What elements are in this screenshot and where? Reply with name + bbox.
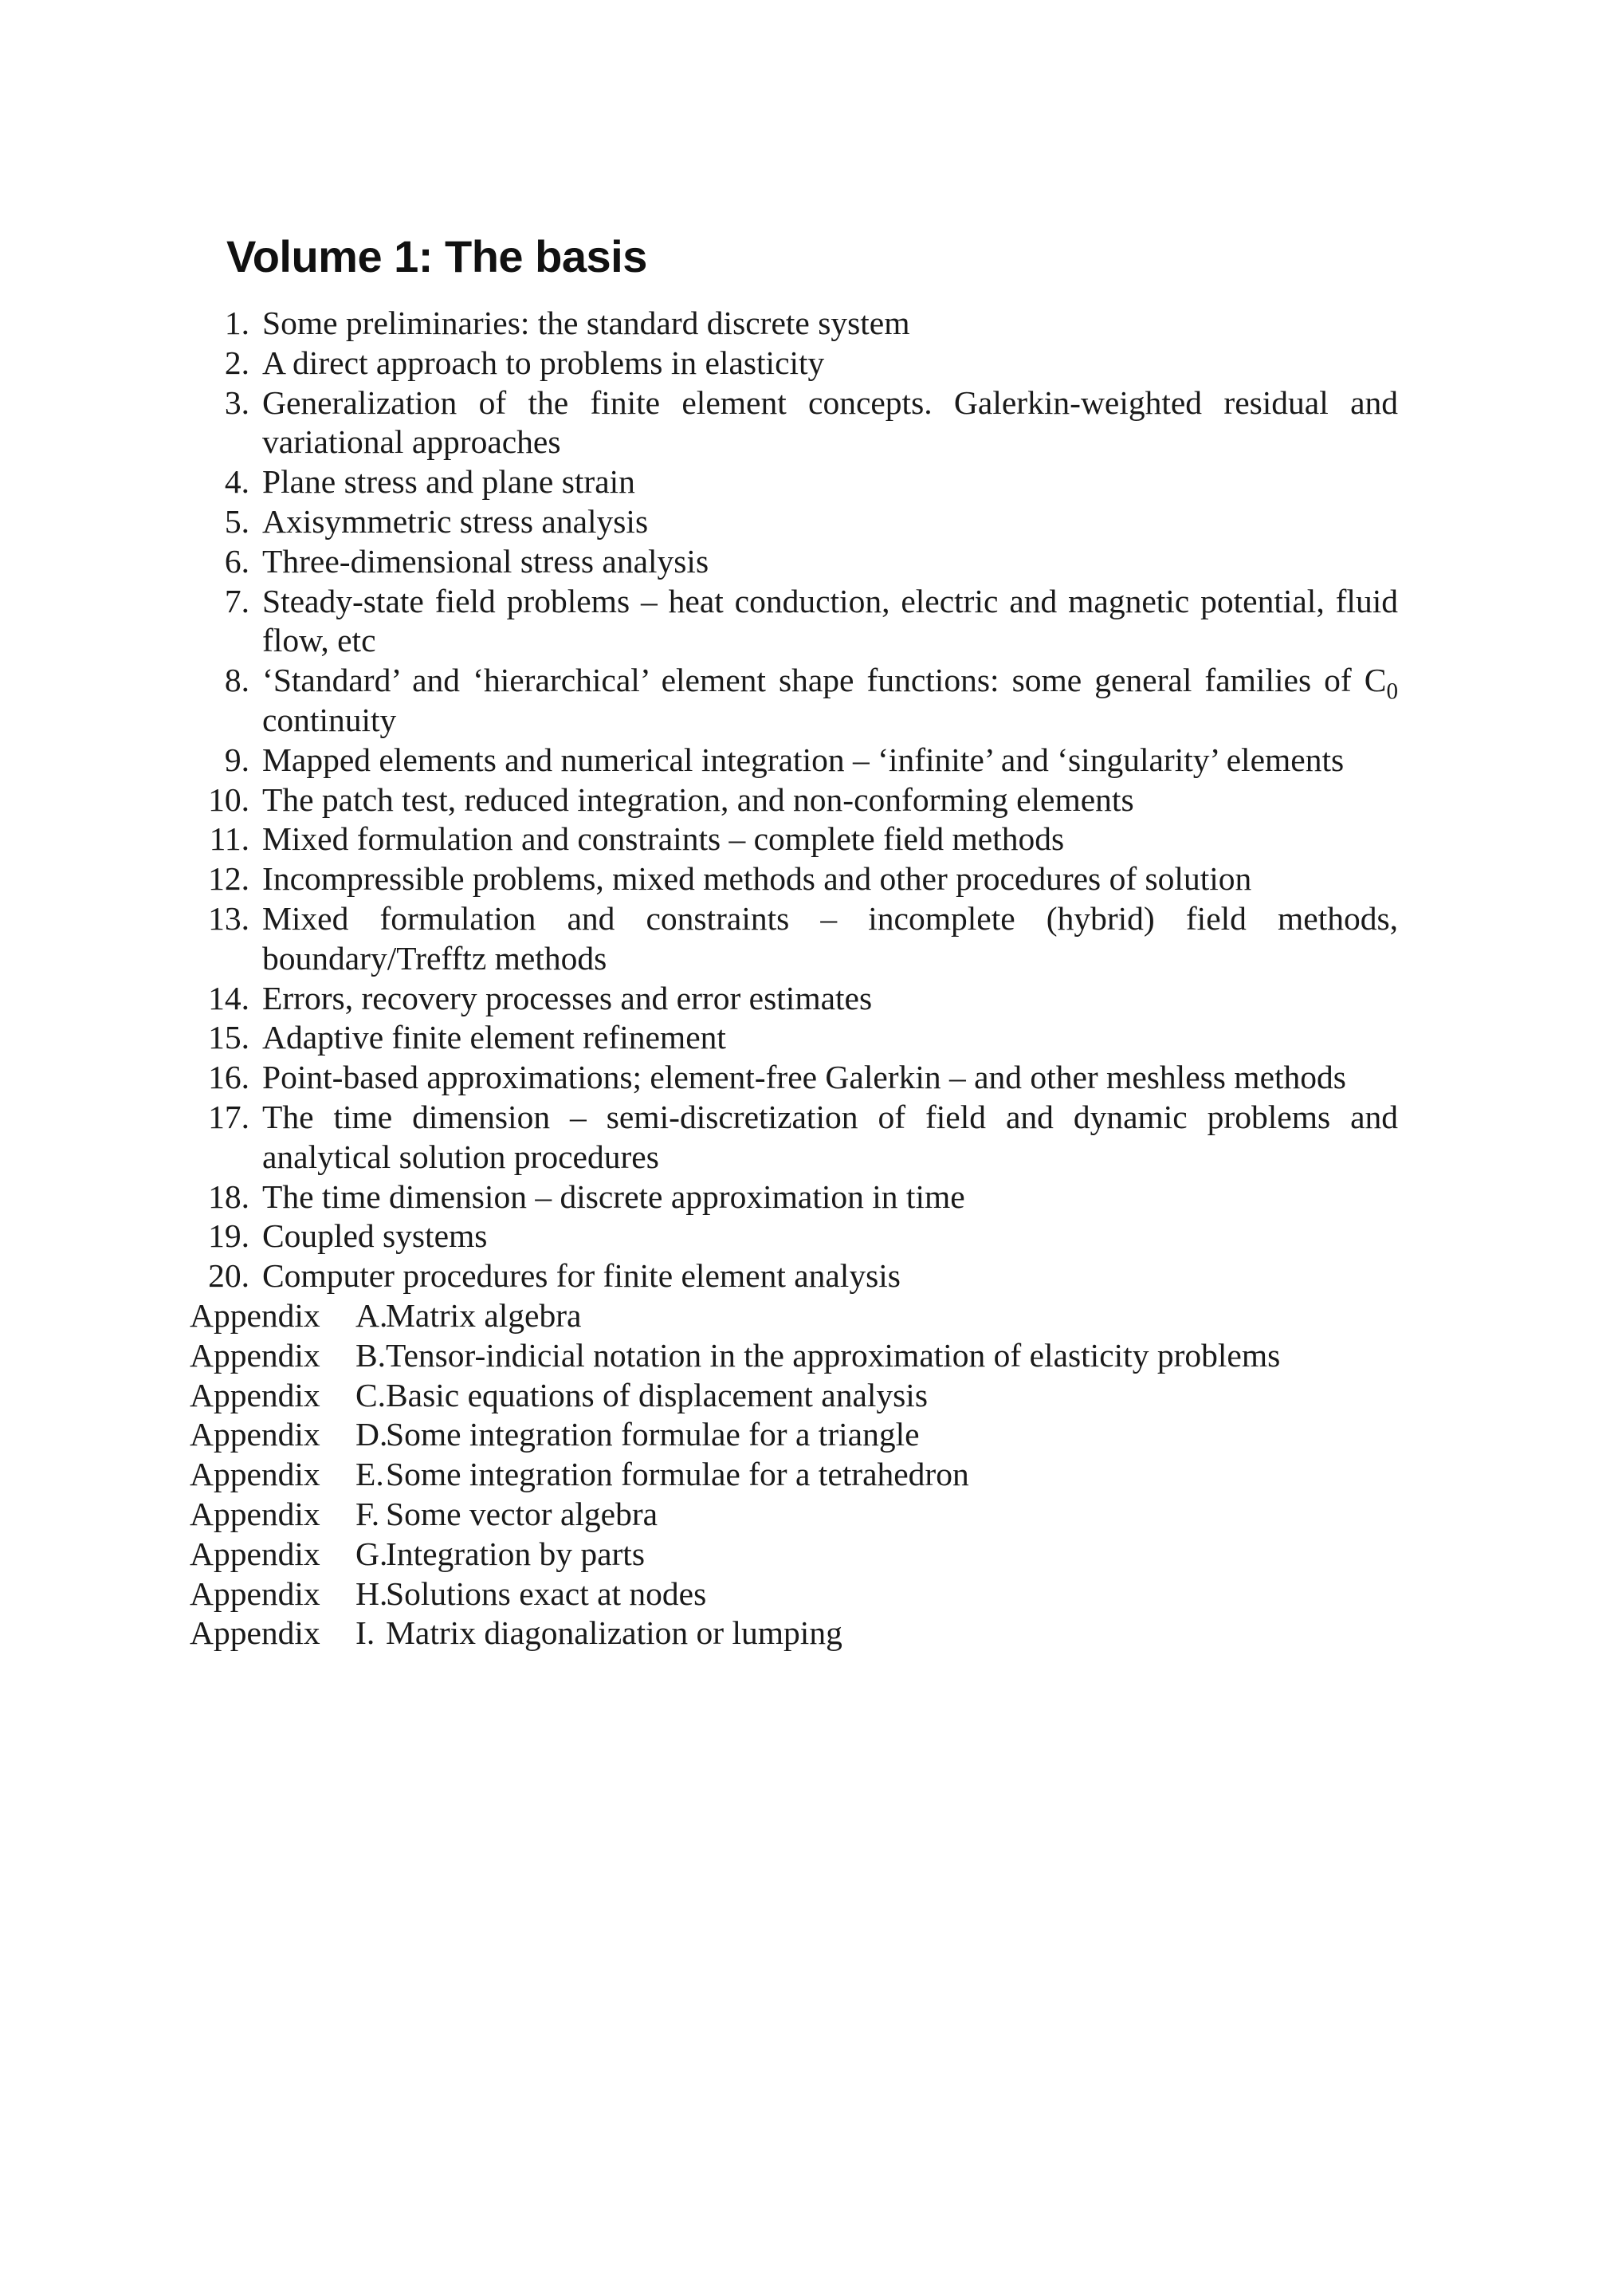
appendix-word: Appendix	[190, 1495, 320, 1532]
chapter-number: 14.	[208, 979, 249, 1016]
chapter-number: 6.	[224, 542, 249, 580]
chapter-item	[190, 542, 1401, 582]
appendix-title: Some integration formulae for a tetrahedron	[386, 1456, 969, 1493]
appendix-letter: C.	[355, 1376, 387, 1413]
appendix-title: Some vector algebra	[386, 1495, 658, 1532]
appendix-word: Appendix	[190, 1535, 320, 1572]
chapter-item	[190, 1058, 1401, 1098]
appendix-item	[190, 1415, 1401, 1455]
chapter-title	[262, 661, 1398, 741]
appendix-word: Appendix	[190, 1376, 320, 1413]
appendix-letter: G.	[355, 1535, 388, 1572]
chapter-item	[190, 1098, 1401, 1177]
appendix-word: Appendix	[190, 1336, 320, 1374]
chapter-number: 18.	[208, 1177, 249, 1215]
chapter-title: A direct approach to problems in elasticity	[262, 344, 825, 381]
appendix-item	[190, 1495, 1401, 1535]
chapter-item	[190, 1177, 1401, 1217]
appendix-label	[190, 1415, 386, 1455]
chapter-number: 17.	[208, 1098, 249, 1135]
chapter-item	[190, 344, 1401, 383]
volume-title: Volume 1: The basis	[226, 231, 647, 281]
chapter-number: 4.	[224, 463, 249, 501]
chapter-number: 2.	[224, 344, 249, 381]
appendix-word: Appendix	[190, 1456, 320, 1493]
chapter-item	[190, 859, 1401, 899]
appendix-label	[190, 1614, 386, 1653]
appendix-label	[190, 1455, 386, 1495]
appendix-title: Basic equations of displacement analysis	[386, 1376, 928, 1413]
chapter-item	[190, 741, 1401, 780]
appendix-letter: E.	[355, 1456, 384, 1493]
subscript-zero: 0	[1386, 678, 1398, 705]
chapter-item	[190, 1217, 1401, 1256]
chapter-item	[190, 502, 1401, 542]
chapter-title: Mixed formulation and constraints – incomplete (hybrid) field methods, boundary/Trefftz methods	[262, 899, 1398, 977]
appendix-label	[190, 1535, 386, 1575]
appendix-letter: D.	[355, 1416, 388, 1453]
chapter-title-main: ‘Standard’ and ‘hierarchical’ element shape functions: some general families of C	[262, 662, 1387, 699]
appendix-item	[190, 1336, 1401, 1376]
appendix-letter: H.	[355, 1575, 388, 1612]
chapter-item	[190, 304, 1401, 344]
chapter-number: 15.	[208, 1019, 249, 1056]
appendix-word: Appendix	[190, 1614, 320, 1652]
appendix-letter: I.	[355, 1614, 375, 1652]
appendix-letter: B.	[355, 1336, 387, 1374]
chapter-number: 8.	[224, 662, 249, 699]
appendix-label	[190, 1376, 386, 1416]
appendix-title: Matrix diagonalization or lumping	[386, 1614, 842, 1652]
appendix-item	[190, 1575, 1401, 1614]
chapter-title: Incompressible problems, mixed methods and other procedures of solution	[262, 860, 1252, 898]
appendix-label	[190, 1575, 386, 1614]
appendix-label	[190, 1336, 386, 1376]
appendix-title: Solutions exact at nodes	[386, 1575, 707, 1612]
chapter-title: Coupled systems	[262, 1217, 488, 1255]
appendix-item	[190, 1296, 1401, 1336]
chapter-title: Three-dimensional stress analysis	[262, 542, 709, 580]
chapter-item	[190, 582, 1401, 662]
chapter-item	[190, 780, 1401, 820]
appendix-item	[190, 1614, 1401, 1653]
appendix-item	[190, 1376, 1401, 1416]
chapter-item	[190, 820, 1401, 859]
chapter-item	[190, 383, 1401, 463]
chapter-number: 19.	[208, 1217, 249, 1255]
chapter-number: 7.	[224, 582, 249, 619]
appendix-letter: A.	[355, 1296, 388, 1334]
appendix-item	[190, 1535, 1401, 1575]
chapter-number: 9.	[224, 741, 249, 778]
chapter-title: The time dimension – semi-discretization of field and dynamic problems and analytical solution procedures	[262, 1098, 1398, 1175]
chapter-title: Steady-state field problems – heat conduction, electric and magnetic potential, fluid flow, etc	[262, 582, 1398, 659]
chapter-item	[190, 899, 1401, 979]
chapter-number: 5.	[224, 502, 249, 540]
appendix-letter: F.	[355, 1495, 380, 1532]
appendix-label	[190, 1495, 386, 1535]
appendix-item	[190, 1455, 1401, 1495]
chapter-number: 16.	[208, 1059, 249, 1096]
chapter-number: 12.	[208, 860, 249, 898]
chapter-number: 11.	[209, 820, 249, 858]
chapter-item	[190, 462, 1401, 502]
chapter-title: Plane stress and plane strain	[262, 463, 635, 501]
chapter-title-tail: continuity	[262, 701, 397, 738]
chapter-title: Computer procedures for finite element analysis	[262, 1257, 901, 1295]
chapter-number: 13.	[208, 899, 249, 937]
chapter-number: 10.	[208, 780, 249, 818]
chapter-number: 1.	[224, 305, 249, 341]
chapter-item	[190, 1018, 1401, 1058]
chapter-title: Axisymmetric stress analysis	[262, 502, 649, 540]
chapter-item	[190, 979, 1401, 1019]
chapter-title: Mixed formulation and constraints – complete field methods	[262, 820, 1065, 858]
chapter-title: Some preliminaries: the standard discrete system	[262, 305, 910, 341]
chapter-item	[190, 661, 1401, 741]
appendix-title: Tensor-indicial notation in the approximation of elasticity problems	[386, 1336, 1281, 1374]
chapter-title: Mapped elements and numerical integration – ‘infinite’ and ‘singularity’ elements	[262, 741, 1345, 778]
chapter-title: Adaptive finite element refinement	[262, 1019, 726, 1056]
appendix-word: Appendix	[190, 1575, 320, 1612]
appendix-title: Matrix algebra	[386, 1296, 582, 1334]
chapter-number: 3.	[224, 383, 249, 421]
appendix-word: Appendix	[190, 1416, 320, 1453]
appendix-title: Integration by parts	[386, 1535, 645, 1572]
appendix-word: Appendix	[190, 1296, 320, 1334]
chapter-title: Generalization of the finite element concepts. Galerkin-weighted residual and variational approaches	[262, 383, 1398, 461]
appendix-title: Some integration formulae for a triangle	[386, 1416, 920, 1453]
chapter-title: The time dimension – discrete approximation in time	[262, 1177, 965, 1215]
appendix-label	[190, 1296, 386, 1336]
chapter-title: Errors, recovery processes and error estimates	[262, 979, 873, 1016]
table-of-contents	[190, 304, 1401, 1653]
chapter-title: Point-based approximations; element-free Galerkin – and other meshless methods	[262, 1059, 1346, 1096]
chapter-item	[190, 1256, 1401, 1296]
chapter-number: 20.	[208, 1257, 249, 1295]
chapter-title: The patch test, reduced integration, and non-conforming elements	[262, 780, 1134, 818]
